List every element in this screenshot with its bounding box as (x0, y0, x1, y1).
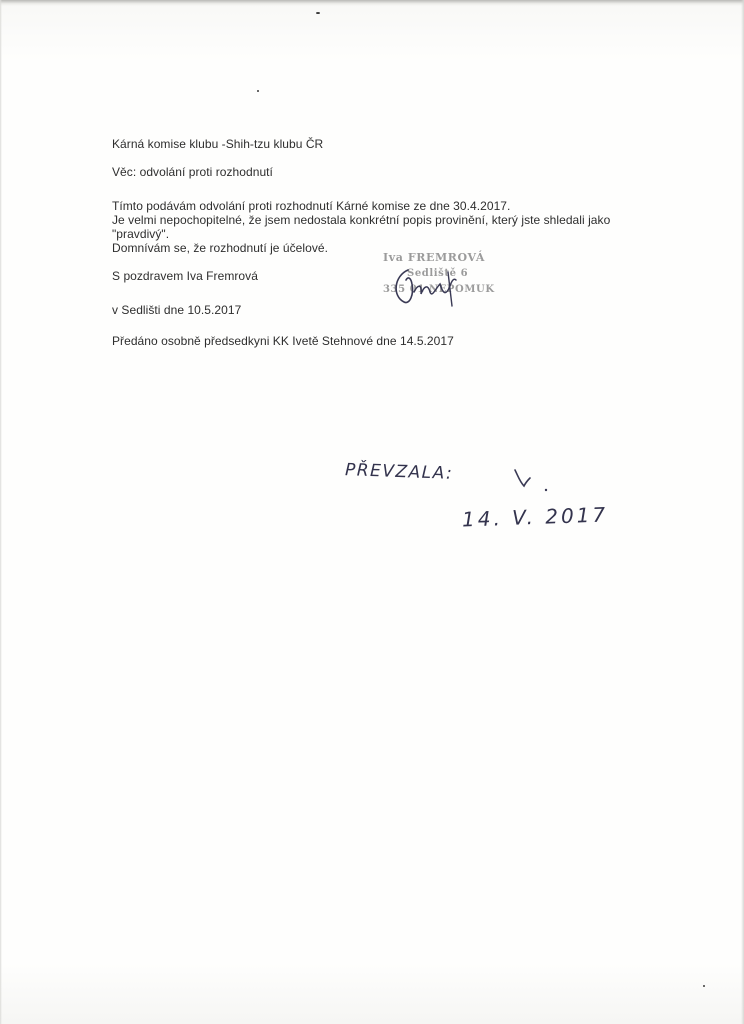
stamp-city: 335 01 NEPOMUK (383, 284, 495, 295)
scan-left-edge (0, 0, 2, 1024)
handwritten-signature (388, 262, 478, 310)
handwritten-tick-mark (512, 466, 552, 496)
scan-speck (703, 985, 705, 987)
letter-body-line: "pravdivý". (112, 227, 170, 241)
letter-handover-note: Předáno osobně předsedkyni KK Ivetě Stehnové dne 14.5.2017 (112, 334, 454, 348)
letter-place-date: v Sedlišti dne 10.5.2017 (112, 303, 242, 317)
stamp-street: Sedliště 6 (407, 268, 469, 279)
letter-body-line: Je velmi nepochopitelné, že jsem nedostala konkrétní popis provinění, který jste shledali jako (112, 213, 611, 227)
handwritten-received-date: 14. V. 2017 (461, 502, 609, 532)
scan-speck (316, 12, 320, 14)
stamp-name: Iva FREMROVÁ (383, 251, 485, 264)
letter-body-line: Domnívám se, že rozhodnutí je účelové. (112, 241, 329, 255)
letter-recipient: Kárná komise klubu -Shih-tzu klubu ČR (112, 137, 324, 151)
letter-body-line: Tímto podávám odvolání proti rozhodnutí Kárné komise ze dne 30.4.2017. (112, 199, 511, 213)
letter-closing: S pozdravem Iva Fremrová (112, 269, 258, 283)
handwritten-received-label: PŘEVZALA: (344, 460, 454, 484)
letter-subject: Věc: odvolání proti rozhodnutí (112, 165, 273, 179)
scan-speck (257, 90, 259, 92)
scan-top-edge (0, 0, 744, 6)
